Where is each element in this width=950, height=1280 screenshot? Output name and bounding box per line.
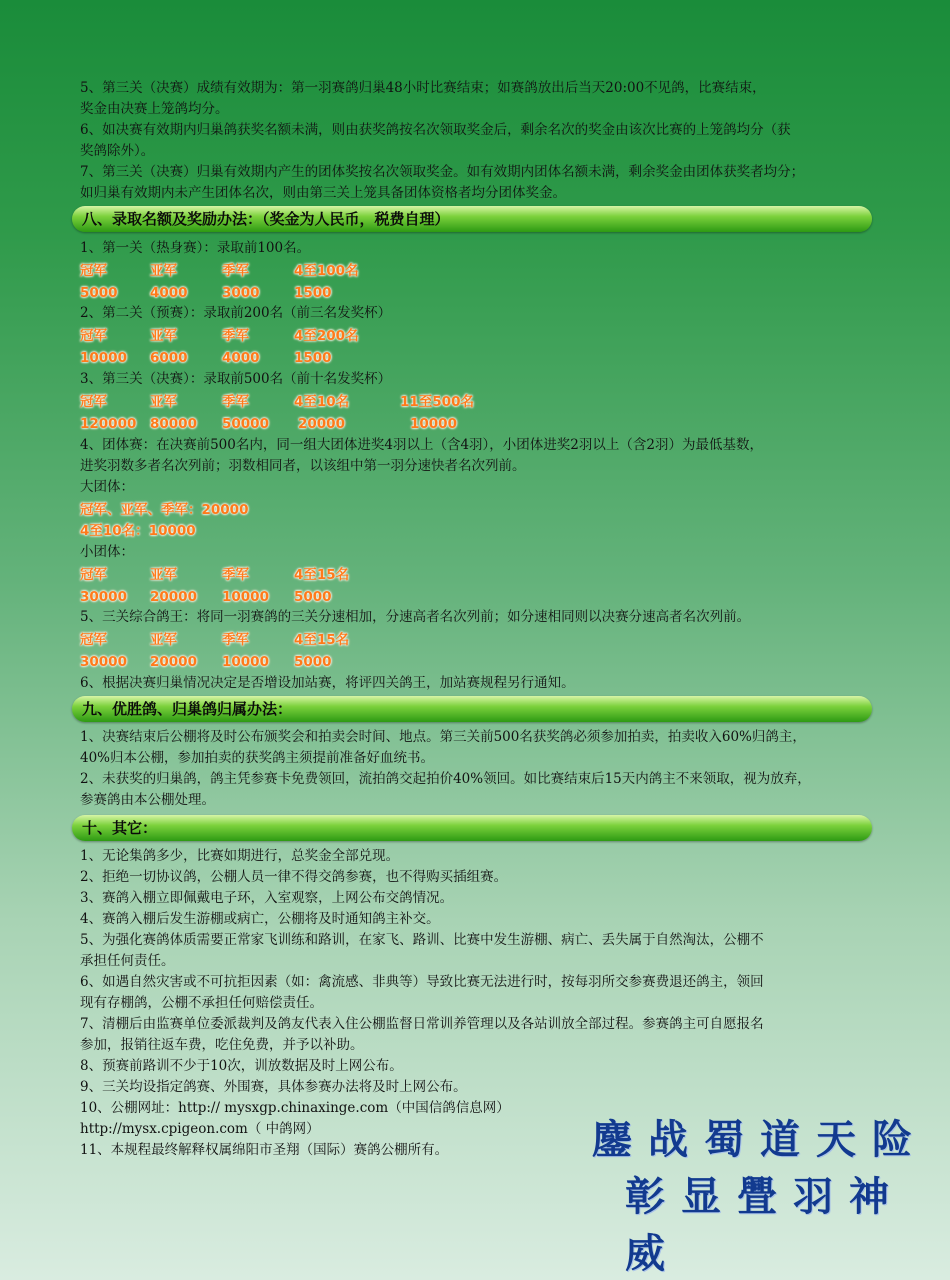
prize-value: 3000 [222,285,260,301]
prize-value: 6000 [150,350,188,366]
prize-value: 10000 [80,350,127,366]
prize-header: 季军 [222,328,249,344]
extra-rule: 6、根据决赛归巢情况决定是否增设加站赛，将评四关鸽王，加站赛规程另行通知。 [80,675,575,691]
rule-line: 承担任何责任。 [80,953,175,969]
rule-line: 如归巢有效期内未产生团体名次，则由第三关上笼具备团体资格者均分团体奖金。 [80,185,566,201]
extra-rule-wrap [80,673,880,694]
rule-line: 5、为强化赛鸽体质需要正常家飞训练和路训，在家飞、路训、比赛中发生游棚、病亡、丢失属于自然淘汰，公棚不 [80,932,764,948]
prize-header: 亚军 [150,394,177,410]
prize-header: 冠军 [80,567,107,583]
small-team-label: 小团体： [80,544,134,560]
king-label-wrap [80,607,880,628]
prize-value: 5000 [294,589,332,605]
rule-line: 3、赛鸽入棚立即佩戴电子环，入室观察，上网公布交鸽情况。 [80,890,454,906]
big-team-label: 大团体： [80,479,134,495]
rule-line: 8、预赛前路训不少于10次，训放数据及时上网公布。 [80,1058,403,1074]
prize-value: 30000 [80,654,127,670]
prize-value: 1500 [294,285,332,301]
intro-rules [80,78,880,204]
rule-line: 参加，报销往返车费，吃住免费，并予以补助。 [80,1037,364,1053]
prize-value: 冠军、亚军、季军：20000 [80,502,249,518]
rule-line: 4、赛鸽入棚后发生游棚或病亡，公棚将及时通知鸽主补交。 [80,911,440,927]
prize-header: 亚军 [150,263,177,279]
rule-line: 6、如遇自然灾害或不可抗拒因素（如：禽流感、非典等）导致比赛无法进行时，按每羽所交参赛费退还鸽主，领回 [80,974,764,990]
team-rules [80,435,880,498]
king-label: 5、三关综合鸽王：将同一羽赛鸽的三关分速相加，分速高者名次列前；如分速相同则以决赛分速高者名次列前。 [80,609,751,625]
prize-value: 10000 [222,589,269,605]
prize-value: 4000 [222,350,260,366]
prize-value: 10000 [410,416,457,432]
website-line: http://mysx.cpigeon.com（ 中鸽网） [80,1121,320,1137]
prize-value: 1500 [294,350,332,366]
prize-header: 11至500名 [400,394,474,410]
slogan-line-2: 彰显舋羽神威 [625,1173,905,1277]
slogan-line-1: 鏖战蜀道天险 [592,1116,928,1163]
prize-header: 季军 [222,632,249,648]
rule-line: 2、拒绝一切协议鸽，公棚人员一律不得交鸽参赛，也不得购买插组赛。 [80,869,508,885]
section-9-header: 九、优胜鸽、归巢鸽归属办法： [72,696,872,722]
prize-value: 50000 [222,416,269,432]
stage2-label: 2、第二关（预赛）：录取前200名（前三名发奖杯） [80,305,392,321]
rule-line: 参赛鸽由本公棚处理。 [80,792,215,808]
stage1-label-wrap [80,238,880,259]
prize-header: 亚军 [150,632,177,648]
rule-line: 11、本规程最终解释权属绵阳市圣翔（国际）赛鸽公棚所有。 [80,1142,449,1158]
stage2-label-wrap [80,303,880,324]
rule-line: 9、三关均设指定鸽赛、外围赛，具体参赛办法将及时上网公布。 [80,1079,467,1095]
prize-header: 4至15名 [294,632,350,648]
team-rule-line: 4、团体赛：在决赛前500名内，同一组大团体进奖4羽以上（含4羽），小团体进奖2羽以上（含2羽）为最低基数， [80,437,763,453]
team-rule-line: 进奖羽数多者名次列前；羽数相同者，以该组中第一羽分速快者名次列前。 [80,458,526,474]
rule-line: 7、第三关（决赛）归巢有效期内产生的团体奖按名次领取奖金。如有效期内团体名额未满，剩余奖金由团体获奖者均分； [80,164,805,180]
section-10-header: 十、其它： [72,815,872,841]
website-line: 10、公棚网址：http:// mysxgp.chinaxinge.com（中国信鸽信息网） [80,1100,510,1116]
rule-line: 2、未获奖的归巢鸽，鸽主凭参赛卡免费领回，流拍鸽交起拍价40%领回。如比赛结束后15天内鸽主不来领取，视为放弃， [80,771,811,787]
prize-header: 4至15名 [294,567,350,583]
prize-value: 20000 [150,589,197,605]
stage3-label: 3、第三关（决赛）：录取前500名（前十名发奖杯） [80,371,392,387]
stage1-label: 1、第一关（热身赛）：录取前100名。 [80,240,311,256]
prize-header: 冠军 [80,328,107,344]
small-team-label-wrap [80,542,880,563]
prize-value: 5000 [294,654,332,670]
prize-header: 4至10名 [294,394,350,410]
prize-value: 10000 [222,654,269,670]
rule-line: 7、清棚后由监赛单位委派裁判及鸽友代表入住公棚监督日常训养管理以及各站训放全部过程。参赛鸽主可自愿报名 [80,1016,764,1032]
rule-line: 40%归本公棚，参加拍卖的获奖鸽主须提前准备好血统书。 [80,750,435,766]
section-8-header: 八、录取名额及奖励办法：（奖金为人民币，税费自理） [72,206,872,232]
rule-line: 1、决赛结束后公棚将及时公布颁奖会和拍卖会时间、地点。第三关前500名获奖鸽必须参加拍卖，拍卖收入60%归鸽主， [80,729,806,745]
prize-header: 季军 [222,567,249,583]
prize-value: 20000 [150,654,197,670]
rule-line: 6、如决赛有效期内归巢鸽获奖名额未满，则由获奖鸽按名次领取奖金后，剩余名次的奖金由该次比赛的上笼鸽均分（获 [80,122,791,138]
prize-header: 冠军 [80,394,107,410]
rule-line: 奖鸽除外）。 [80,143,155,159]
prize-header: 亚军 [150,567,177,583]
prize-header: 4至200名 [294,328,359,344]
prize-value: 120000 [80,416,137,432]
prize-header: 亚军 [150,328,177,344]
prize-header: 4至100名 [294,263,359,279]
prize-header: 冠军 [80,632,107,648]
rule-line: 奖金由决赛上笼鸽均分。 [80,101,229,117]
rule-line: 5、第三关（决赛）成绩有效期为：第一羽赛鸽归巢48小时比赛结束；如赛鸽放出后当天20:00不见鸽，比赛结束， [80,80,766,96]
prize-header: 冠军 [80,263,107,279]
stage3-label-wrap [80,369,880,390]
prize-header: 季军 [222,263,249,279]
rule-line: 1、无论集鸽多少，比赛如期进行，总奖金全部兑现。 [80,848,400,864]
prize-value: 4至10名：10000 [80,523,196,539]
prize-value: 20000 [298,416,345,432]
prize-header: 季军 [222,394,249,410]
prize-value: 5000 [80,285,118,301]
prize-value: 4000 [150,285,188,301]
section-9-body [80,727,880,811]
rule-line: 现有存棚鸽，公棚不承担任何赔偿责任。 [80,995,323,1011]
prize-value: 30000 [80,589,127,605]
prize-value: 80000 [150,416,197,432]
